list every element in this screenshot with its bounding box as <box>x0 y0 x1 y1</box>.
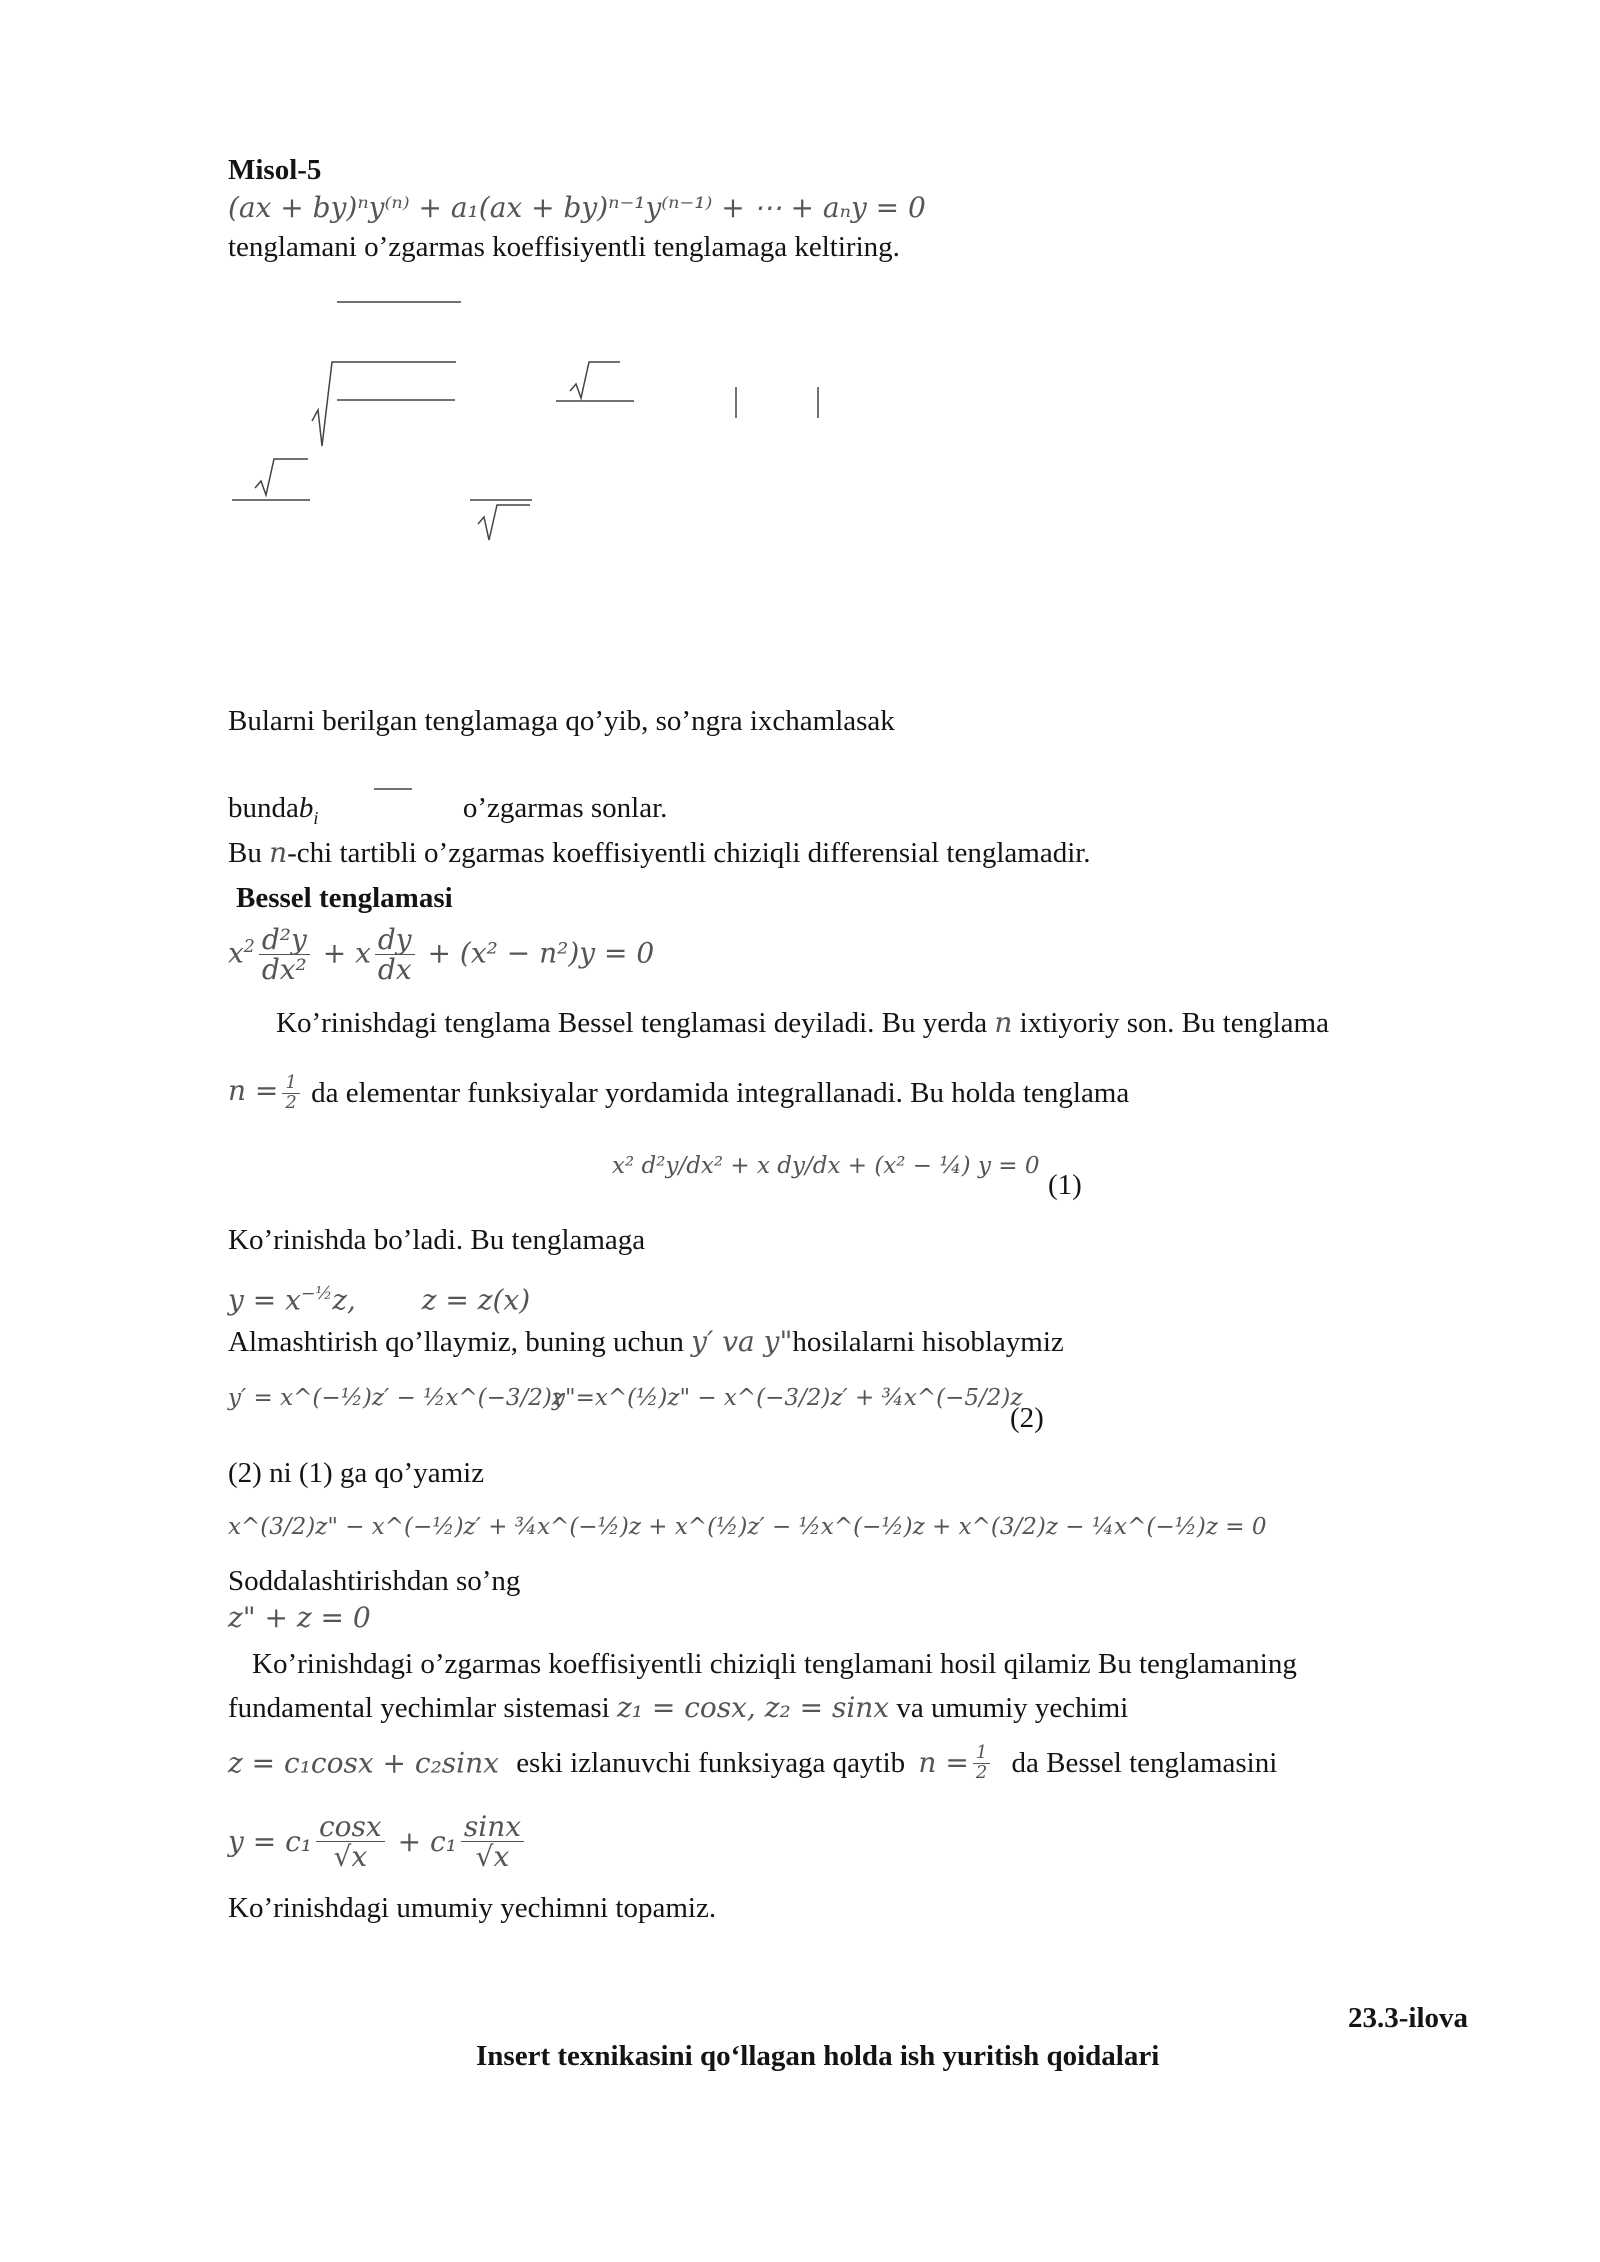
nth-prefix: Bu <box>228 837 262 869</box>
return-suffix: da Bessel tenglamasini <box>1011 1746 1278 1779</box>
desc-suffix: ixtiyoriy son. Bu tenglama <box>1019 1007 1329 1039</box>
final-plus: + c₁ <box>397 1824 457 1858</box>
simplify-text: Soddalashtirishdan so’ng <box>228 1565 521 1597</box>
equation-2-number: (2) <box>1010 1402 1044 1434</box>
sqrt-mark <box>312 362 456 446</box>
final-sqrt-2: √x <box>475 1840 510 1874</box>
subst-y: y = x <box>228 1283 301 1317</box>
sqrt-mark <box>255 459 308 495</box>
return-half-den: 2 <box>975 1761 988 1783</box>
deriv-prefix: Almashtirish qo’llaymiz, buning uchun <box>228 1326 684 1358</box>
n-lhs: n = <box>228 1074 279 1108</box>
fundamental-line <box>228 1690 1128 1726</box>
eq-tail: + (x² − n²)y = 0 <box>427 936 655 970</box>
nth-suffix: -chi tartibli o’zgarmas koeffisiyentli chiziqli differensial tenglamadir. <box>287 837 1091 869</box>
final-text: Ko’rinishdagi umumiy yechimni topamiz. <box>228 1892 717 1924</box>
where-line <box>228 790 667 836</box>
equation-1-number: (1) <box>1048 1169 1082 1201</box>
where-suffix: o’zgarmas sonlar. <box>462 792 668 824</box>
substitution-line <box>228 1276 530 1318</box>
eq-pow: 2 <box>243 937 255 958</box>
plugged-equation: x^(3/2)z" − x^(−½)z′ + ¾x^(−½)z + x^(½)z′ − ½x^(−½)z + x^(3/2)z − ¼x^(−½)z = 0 <box>228 1514 1267 1540</box>
appendix-label: 23.3-ilova <box>1348 2002 1469 2034</box>
fund-eq: z₁ = cosx, z₂ = sinx <box>616 1691 890 1724</box>
nth-var: n <box>269 836 288 869</box>
fund-suffix: va umumiy yechimi <box>896 1692 1129 1724</box>
example-title: Misol-5 <box>228 154 322 186</box>
subst-z: z, <box>332 1283 356 1317</box>
final-sin: sinx <box>461 1812 524 1842</box>
result-line: Ko’rinishdagi o’zgarmas koeffisiyentli chiziqli tenglamani hosil qilamiz Bu tenglamaning <box>252 1648 1297 1680</box>
task-text: tenglamani o’zgarmas koeffisiyentli tenglamaga keltiring. <box>228 231 900 263</box>
eq-dx2: dx² <box>261 953 307 987</box>
deriv-vars: y′ va y" <box>691 1325 793 1358</box>
sqrt-mark <box>478 505 530 540</box>
plug-text: (2) ni (1) ga qo’yamiz <box>228 1457 485 1489</box>
return-n-lhs: n = <box>918 1746 969 1780</box>
final-sqrt-1: √x <box>333 1840 368 1874</box>
eq-d2y: d²y <box>259 925 310 955</box>
desc-prefix: Ko’rinishdagi tenglama Bessel tenglamasi deyiladi. Bu yerda <box>276 1007 988 1039</box>
subst-zx: z = z(x) <box>421 1283 531 1317</box>
general-solution-line <box>228 1744 1277 1783</box>
bessel-description <box>276 1005 1329 1041</box>
desc-var: n <box>994 1006 1013 1039</box>
final-cos: cosx <box>316 1812 385 1842</box>
eq-dx: dx <box>377 953 412 987</box>
substitute-text: Bularni berilgan tenglamaga qo’yib, so’ngra ixchamlasak <box>228 705 895 737</box>
sqrt-mark <box>570 362 620 398</box>
final-solution <box>228 1812 528 1872</box>
where-var: b <box>298 792 314 824</box>
equation-2-ydoubleprime: y"=x^(½)z" − x^(−3/2)z′ + ¾x^(−5/2)z <box>552 1385 1023 1411</box>
equation-general: (ax + by)ⁿy⁽ⁿ⁾ + a₁(ax + by)ⁿ⁻¹y⁽ⁿ⁻¹⁾ + ⋯ + aₙy = 0 <box>228 191 926 224</box>
section-title: Insert texnikasini qo‘llagan holda ish yuritish qoidalari <box>476 2040 1160 2072</box>
derivative-line <box>228 1324 1064 1360</box>
half-num: 1 <box>282 1074 299 1094</box>
bessel-heading: Bessel tenglamasi <box>236 882 453 914</box>
case-text: da elementar funksiyalar yordamida integrallanadi. Bu holda tenglama <box>311 1076 1130 1109</box>
eq-dy: dy <box>375 925 415 955</box>
equation-2-yprime: y′ = x^(−½)z′ − ½x^(−3/2)z <box>228 1385 564 1411</box>
after-eq1-text: Ko’rinishda bo’ladi. Bu tenglamaga <box>228 1224 646 1256</box>
bessel-equation <box>228 925 654 985</box>
half-den: 2 <box>285 1091 297 1113</box>
half-case-line <box>228 1074 1129 1113</box>
subst-pow: −½ <box>300 1284 333 1304</box>
return-half-num: 1 <box>973 1744 990 1764</box>
equation-1: x² d²y/dx² + x dy/dx + (x² − ¼) y = 0 <box>612 1153 1040 1179</box>
final-lhs: y = c₁ <box>228 1824 312 1858</box>
eq-x: x <box>228 936 244 970</box>
where-prefix: bunda <box>228 792 299 824</box>
simplified-equation: z" + z = 0 <box>228 1601 371 1634</box>
fund-prefix: fundamental yechimlar sistemasi <box>228 1692 610 1724</box>
deriv-suffix: hosilalarni hisoblaymiz <box>792 1326 1064 1358</box>
nth-order-line <box>228 835 1091 871</box>
return-text: eski izlanuvchi funksiyaga qaytib <box>516 1746 906 1779</box>
where-sub: i <box>313 807 319 828</box>
eq-plus-x: + x <box>322 936 371 970</box>
gen-eq: z = c₁cosx + c₂sinx <box>228 1746 499 1780</box>
